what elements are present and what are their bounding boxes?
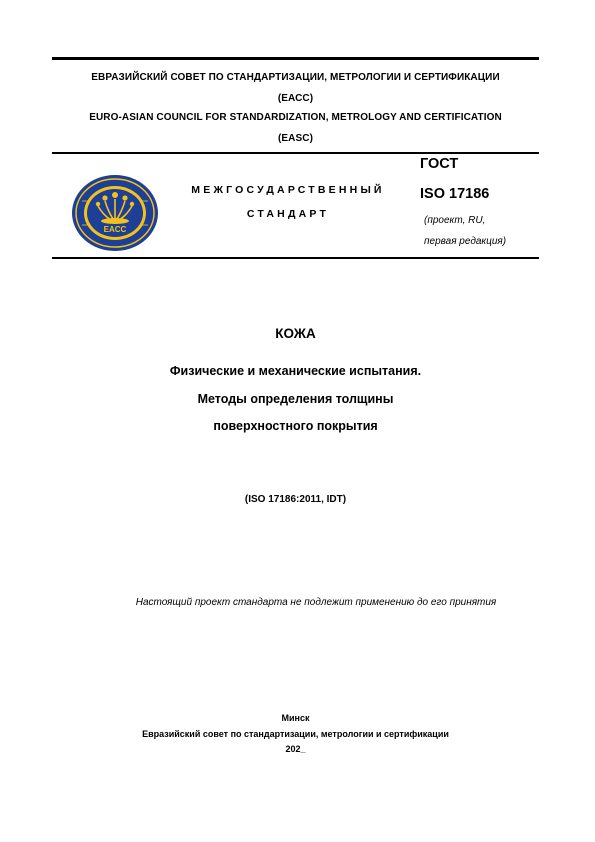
council-name-ru: ЕВРАЗИЙСКИЙ СОВЕТ ПО СТАНДАРТИЗАЦИИ, МЕТРОЛОГИИ И СЕРТИФИКАЦИИ bbox=[91, 72, 500, 83]
gost-label: ГОСТ bbox=[420, 156, 459, 172]
draft-status: (проект, RU, bbox=[424, 215, 486, 226]
document-subtitle-line2: Методы определения толщины bbox=[197, 392, 394, 406]
standard-label: СТАНДАРТ bbox=[246, 208, 330, 220]
council-abbr-ru: (ЕАСС) bbox=[277, 93, 314, 104]
document-subtitle-line1: Физические и механические испытания. bbox=[169, 364, 422, 378]
council-name-en: EURO-ASIAN COUNCIL FOR STANDARDIZATION, METROLOGY AND CERTIFICATION bbox=[89, 112, 502, 123]
draft-edition: первая редакция) bbox=[424, 236, 507, 247]
section-rule bbox=[52, 257, 539, 259]
footer-city: Минск bbox=[281, 713, 310, 723]
easc-emblem-icon bbox=[70, 173, 160, 253]
top-rule bbox=[52, 57, 539, 60]
footer-year: 202_ bbox=[285, 744, 306, 754]
header-rule bbox=[52, 152, 539, 154]
council-abbr-en: (EASC) bbox=[277, 133, 314, 144]
document-subtitle-line3: поверхностного покрытия bbox=[213, 419, 378, 433]
interstate-label: МЕЖГОСУДАРСТВЕННЫЙ bbox=[191, 184, 385, 196]
logo-label: EACC bbox=[103, 225, 127, 234]
gost-number: ISO 17186 bbox=[420, 186, 490, 202]
footer-council: Евразийский совет по стандартизации, метрологии и сертификации bbox=[142, 729, 449, 739]
document-title: КОЖА bbox=[275, 326, 316, 341]
iso-reference: (ISO 17186:2011, IDT) bbox=[244, 494, 347, 505]
draft-notice: Настоящий проект стандарта не подлежит применению до его принятия bbox=[135, 597, 497, 608]
